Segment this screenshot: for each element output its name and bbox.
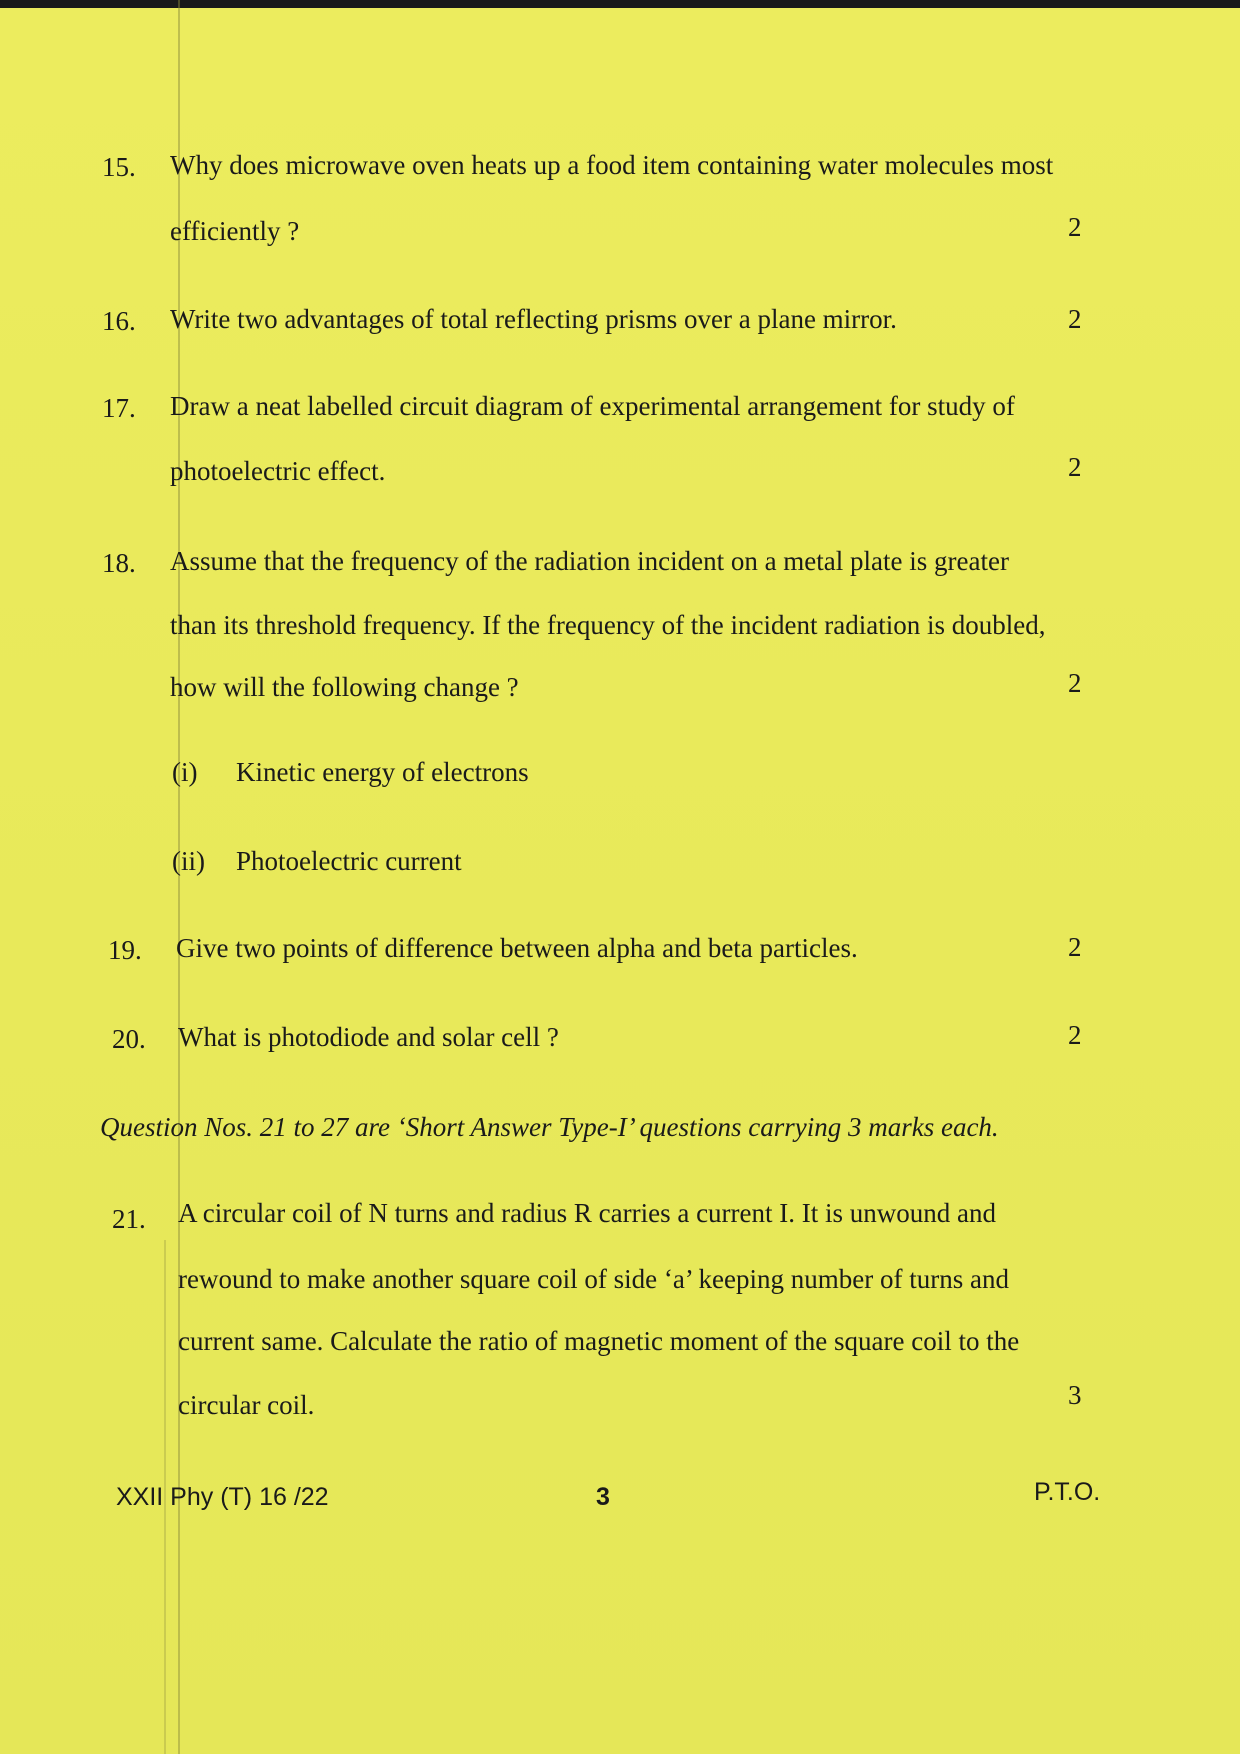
question-text-line: photoelectric effect. [170,456,386,486]
question-text-line: efficiently ? [170,216,300,246]
question-text-line: how will the following change ? [170,672,519,702]
question-number: 15. [102,152,136,182]
question-text-line: Give two points of difference between alpha and beta particles. [176,933,858,963]
marks-value: 2 [1068,668,1082,698]
page-number: 3 [596,1483,610,1511]
marks-value: 2 [1068,452,1082,482]
marks-value: 2 [1068,1020,1082,1050]
question-text-line: rewound to make another square coil of side ‘a’ keeping number of turns and [178,1264,1009,1294]
question-text-line: Write two advantages of total reflecting prisms over a plane mirror. [170,304,897,334]
top-edge-rule [0,0,1240,8]
question-number: 19. [108,935,142,965]
marks-value: 2 [1068,212,1082,242]
sub-item-text: Photoelectric current [236,846,462,876]
marks-value: 2 [1068,304,1082,334]
question-number: 16. [102,306,136,336]
question-number: 21. [112,1204,146,1234]
marks-value: 3 [1068,1380,1082,1410]
question-number: 18. [102,548,136,578]
question-number: 20. [112,1024,146,1054]
question-text-line: Assume that the frequency of the radiation incident on a metal plate is greater [170,546,1009,576]
question-text-line: Why does microwave oven heats up a food item containing water molecules most [170,150,1054,180]
marks-value: 2 [1068,932,1082,962]
sub-item-label: (ii) [172,846,205,876]
question-text-line: than its threshold frequency. If the frequency of the incident radiation is doubled, [170,610,1046,640]
sub-item-label: (i) [172,757,198,787]
question-text-line: A circular coil of N turns and radius R carries a current I. It is unwound and [178,1198,997,1228]
question-text-line: Draw a neat labelled circuit diagram of experimental arrangement for study of [170,391,1015,421]
question-text-line: current same. Calculate the ratio of magnetic moment of the square coil to the [178,1326,1020,1356]
sub-item-text: Kinetic energy of electrons [236,757,529,787]
question-text-line: What is photodiode and solar cell ? [178,1022,559,1052]
question-text-line: circular coil. [178,1390,315,1420]
paper-code: XXII Phy (T) 16 /22 [116,1483,329,1511]
question-number: 17. [102,393,136,423]
section-note: Question Nos. 21 to 27 are ‘Short Answer Type-I’ questions carrying 3 marks each. [100,1112,999,1142]
pto-label: P.T.O. [1034,1478,1101,1506]
